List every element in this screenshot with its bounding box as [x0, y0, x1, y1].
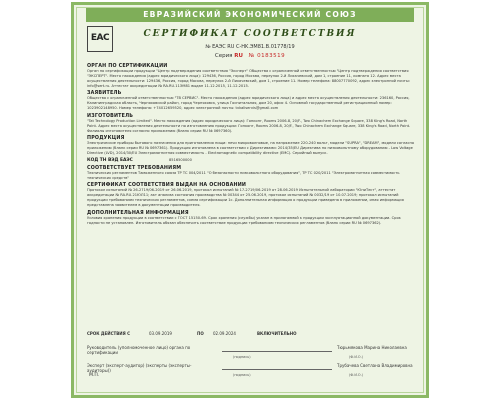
- organ-text: Орган по сертификации продукции "Центр подтверждения соответствия "Эксперт" Общества с ограниченной ответственностью "Центр подтверждения соответствия "ЭКСПЕРТ". Место нахождения (адрес юридического лица): 129436, Россия, город Москва, переулок 2-й Лихачевский, дом 1, строение 11, комната 12. Адрес места осуществления деятельности: 129436, Россия, город Москва, переулок 2-й Лихачевский, дом 1, строение 11. Номер телефона: 88007770092, адрес электронной почты: info@sert.ru. Аттестат аккредитации № RA.RU.11ЭМ81 выдан 11.12.2015, 11.12.2015.: [87, 68, 410, 88]
- basis-text: Протокол испытаний № 26-2719/06-2019 от 26.06.2019, протокол испытаний № 17-2719/06-2019 от 28.06.2019 Испытательной лаборатории "ЮниТест", аттестат аккредитации № RA.RU.21ЮЛ11; акт анализа состояния производства № 00344 от 25.06.2019, протокол испытаний № 0032/19 от 10.07.2019; протокол испытаний продукции требованиям технических регламентов, схема сертификации 1с. Дополнительная информация о продукции приведена в приложении, иная информация представлена заявителем в документации производителя.: [87, 188, 404, 207]
- certificate-body: [87, 61, 415, 226]
- applicant-text: Общество с ограниченной ответственностью "ТВ СЕРВИС". Место нахождения (адрес юридического лица) и адрес места осуществления деятельности: 236160, Россия, Калининградская область, Черняховский район, город Черняховск, улица Госпитальная, дом 20, офис 4. Основной государственный регистрационный номер: 1023902148950. Номер телефона: +74012659520, адрес электронной почты: tvkaliservis@gmail.com: [87, 96, 410, 110]
- head-caption-sign: (подпись): [233, 355, 251, 359]
- stamp-place: М.П.: [89, 373, 100, 378]
- manufacturer-text: "Tat Technology Production Limited". Место нахождения (адрес юридического лица): Гонконг, Rooms 2006-8, 20/F., Two Chinachem Exchange Square, 338 King's Road, North Point. Адрес места осуществления деятельности по изготовлению продукции: Гонконг, Rooms 2006-8, 20/F., Two Chinachem Exchange Square, 338 King's Road, North Point. Филиалы изготовителя согласно приложению (бланк серии RU № 0697360).: [87, 118, 411, 133]
- series-label: Серия: [214, 53, 233, 59]
- head-signature-line: [222, 351, 332, 352]
- tnved-label: КОД ТН ВЭД ЕАЭС: [87, 158, 133, 163]
- expert-caption-name: (Ф.И.О.): [349, 373, 364, 377]
- head-name: Тюрьмякова Марина Николаевна: [337, 345, 407, 350]
- requirements-text: Технических регламентов Таможенного союза ТР ТС 004/2011 "О безопасности низковольтного оборудования", ТР ТС 020/2011 "Электромагнитная совместимость технических средств": [87, 170, 400, 180]
- eac-mark: EAC: [87, 26, 113, 52]
- requirements-heading: СООТВЕТСТВУЕТ ТРЕБОВАНИЯМ: [87, 165, 182, 171]
- validity-from: 03.09.2019: [149, 331, 172, 336]
- manufacturer-heading: ИЗГОТОВИТЕЛЬ: [87, 113, 134, 119]
- validity-from-label: СРОК ДЕЙСТВИЯ С: [87, 331, 131, 336]
- expert-caption-row: [87, 373, 415, 383]
- expert-signature-row: [87, 363, 415, 373]
- product-text: Электрические приборы бытового назначения для приготовления пищи: печи микроволновые, на напряжение 220-240 вольт, модели "SUPRA", "DREAM", модели согласно приложению (бланк серии RU № 0697361). Продукция изготовлена в соответствии с Директивами: 2014/35/EU Директива по низковольтному оборудованию - Low Voltage Directive (LVD), 2014/30/EU Электромагнитная совместимость - Electromagnetic compatibility directive (EMC). Серийный выпуск.: [87, 141, 415, 155]
- tnved-row: [87, 158, 415, 163]
- series-line: [74, 53, 426, 59]
- basis-heading: СЕРТИФИКАТ СООТВЕТСТВИЯ ВЫДАН НА ОСНОВАНИИ: [87, 183, 247, 188]
- extra-text: Условия хранения продукции в соответствии с ГОСТ 15150-69. Срок хранения (службы) указан в прилагаемой к продукции эксплуатационной документации. Срок годности не установлен. Изготовитель обязан обеспечить соответствие продукции требованиям технических регламентов (бланк серии RU № 0697362).: [87, 215, 401, 225]
- validity-to-label: ПО: [197, 331, 204, 336]
- expert-signature-line: [222, 369, 332, 370]
- head-caption-name: (Ф.И.О.): [349, 355, 364, 359]
- tnved-value: 8516500000: [169, 158, 192, 162]
- product-heading: ПРОДУКЦИЯ: [87, 136, 125, 141]
- extra-heading: ДОПОЛНИТЕЛЬНАЯ ИНФОРМАЦИЯ: [87, 210, 189, 216]
- series-code: RU: [234, 53, 243, 59]
- certificate-title: СЕРТИФИКАТ СООТВЕТСТВИЯ: [143, 29, 357, 39]
- head-signature-row: [87, 345, 415, 355]
- applicant-heading: ЗАЯВИТЕЛЬ: [87, 91, 122, 96]
- serial-number: № 0183519: [248, 53, 286, 59]
- certificate-number: № ЕАЭС RU С-HK.ЭМ81.В.01778/19: [205, 44, 295, 50]
- validity-note: ВКЛЮЧИТЕЛЬНО: [257, 331, 297, 336]
- union-banner: ЕВРАЗИЙСКИЙ ЭКОНОМИЧЕСКИЙ СОЮЗ: [86, 8, 414, 22]
- certificate-sheet: [71, 2, 429, 398]
- expert-caption-sign: (подпись): [233, 373, 251, 377]
- organ-heading: ОРГАН ПО СЕРТИФИКАЦИИ: [87, 63, 168, 69]
- expert-label: Эксперт (эксперт-аудитор) (эксперты (эксперты-аудиторы)): [87, 363, 192, 373]
- head-label: Руководитель (уполномоченное лицо) органа по сертификации: [87, 345, 191, 355]
- expert-name: Трубачева Светлана Владимировна: [337, 363, 413, 368]
- validity-to: 02.09.2024: [213, 331, 236, 336]
- validity-row: [87, 331, 415, 341]
- signature-block: [87, 331, 415, 387]
